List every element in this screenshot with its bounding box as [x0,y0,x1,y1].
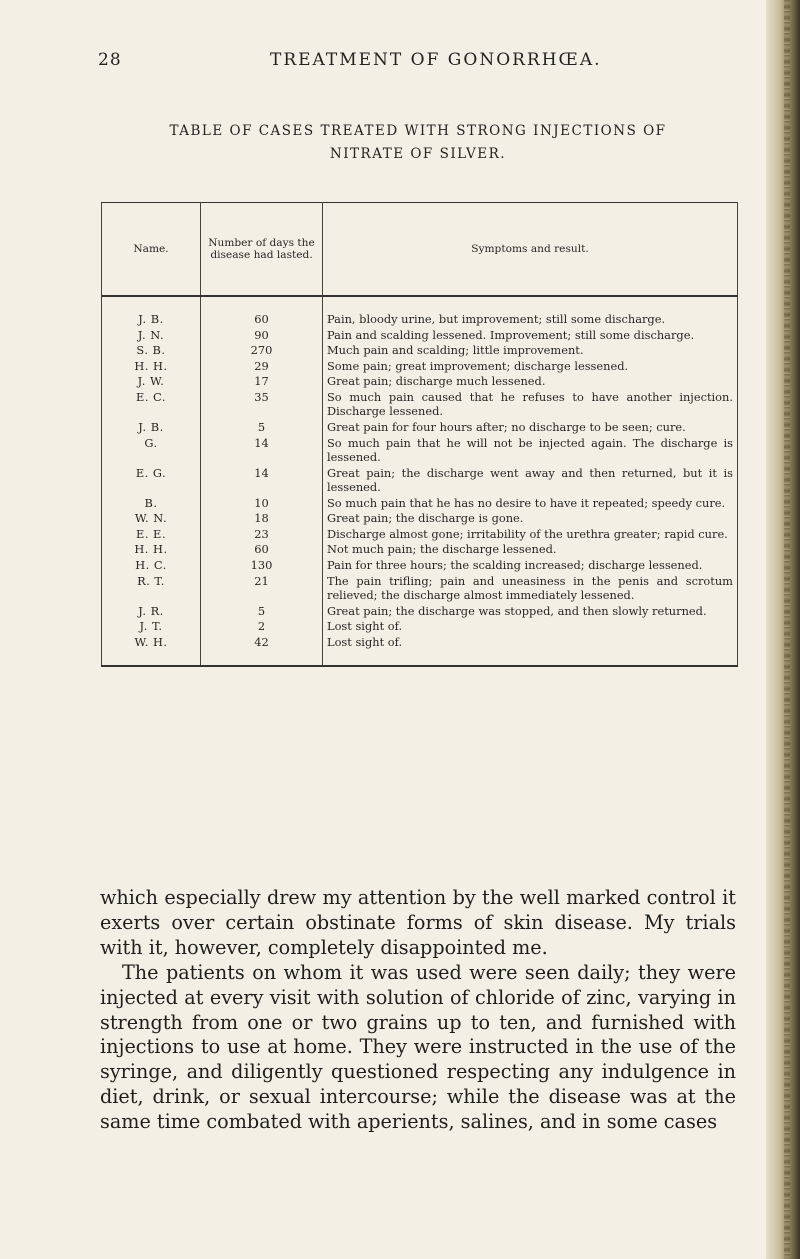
case-symptoms-cell: Great pain; the discharge went away and then returned, but it is lessened. [323,466,738,496]
case-symptoms-cell: Not much pain; the discharge lessened. [323,542,738,558]
page-binding-edge [766,0,800,1259]
case-days-cell: 17 [201,374,323,390]
column-header-name: Name. [102,203,201,297]
table-title-line-1: TABLE OF CASES TREATED WITH STRONG INJECTIONS OF [169,123,667,139]
case-days-cell: 90 [201,328,323,344]
table-row [102,574,738,604]
case-name-cell: H. H. [102,542,201,558]
case-name-cell: J. T. [102,619,201,635]
case-name-cell: H. C. [102,558,201,574]
case-symptoms-cell: Lost sight of. [323,635,738,666]
case-symptoms-cell: Pain, bloody urine, but improvement; still some discharge. [323,296,738,328]
table-row [102,390,738,420]
table-row [102,496,738,512]
table-title-line-2: NITRATE OF SILVER. [329,146,507,162]
case-days-cell: 60 [201,542,323,558]
table-row [102,558,738,574]
case-days-cell: 5 [201,604,323,620]
case-days-cell: 23 [201,527,323,543]
table-row [102,466,738,496]
table-row [102,619,738,635]
case-symptoms-cell: So much pain caused that he refuses to have another injection. Discharge lessened. [323,390,738,420]
table-row [102,436,738,466]
case-symptoms-cell: Much pain and scalding; little improvement. [323,343,738,359]
case-name-cell: J. N. [102,328,201,344]
page-number: 28 [98,50,122,70]
running-title: TREATMENT OF GONORRHŒA. [270,50,602,70]
case-symptoms-cell: The pain trifling; pain and uneasiness in the penis and scrotum relieved; the discharge almost immediately lessened. [323,574,738,604]
case-symptoms-cell: Pain and scalding lessened. Improvement; still some discharge. [323,328,738,344]
case-days-cell: 42 [201,635,323,666]
case-days-cell: 35 [201,390,323,420]
case-days-cell: 270 [201,343,323,359]
case-name-cell: B. [102,496,201,512]
case-days-cell: 130 [201,558,323,574]
table-row [102,604,738,620]
case-symptoms-cell: Great pain; the discharge is gone. [323,511,738,527]
table-row [102,296,738,328]
case-days-cell: 14 [201,436,323,466]
table-row [102,527,738,543]
body-paragraph: The patients on whom it was used were seen daily; they were injected at every visit with solution of chloride of zinc, varying in strength from one or two grains up to ten, and furnished with injections to use at home. They were instructed in the use of the syringe, and diligently questioned respecting any indulgence in diet, drink, or sexual intercourse; while the disease was at the same time combated with aperients, salines, and in some cases [100,960,736,1134]
case-days-cell: 14 [201,466,323,496]
table-row [102,511,738,527]
case-name-cell: W. N. [102,511,201,527]
case-name-cell: J. W. [102,374,201,390]
cases-table-container [101,202,737,877]
case-days-cell: 10 [201,496,323,512]
case-name-cell: J. R. [102,604,201,620]
case-symptoms-cell: Great pain; discharge much lessened. [323,374,738,390]
table-row [102,374,738,390]
case-days-cell: 2 [201,619,323,635]
column-header-symptoms: Symptoms and result. [323,203,738,297]
case-name-cell: E. G. [102,466,201,496]
case-name-cell: R. T. [102,574,201,604]
case-symptoms-cell: Lost sight of. [323,619,738,635]
column-header-days: Number of days the disease had lasted. [201,203,323,297]
case-days-cell: 5 [201,420,323,436]
case-symptoms-cell: Great pain for four hours after; no discharge to be seen; cure. [323,420,738,436]
body-text [100,886,736,1135]
case-name-cell: G. [102,436,201,466]
case-symptoms-cell: Pain for three hours; the scalding increased; discharge lessened. [323,558,738,574]
table-title [108,120,728,166]
case-symptoms-cell: Discharge almost gone; irritability of the urethra greater; rapid cure. [323,527,738,543]
table-row [102,328,738,344]
table-row [102,420,738,436]
table-body [102,296,738,666]
case-symptoms-cell: So much pain that he will not be injected again. The discharge is lessened. [323,436,738,466]
case-symptoms-cell: Great pain; the discharge was stopped, and then slowly returned. [323,604,738,620]
case-days-cell: 60 [201,296,323,328]
table-row [102,359,738,375]
table-row [102,542,738,558]
table-row [102,343,738,359]
case-days-cell: 29 [201,359,323,375]
case-name-cell: S. B. [102,343,201,359]
table-row [102,635,738,666]
cases-table [101,202,738,667]
body-paragraph: which especially drew my attention by the well marked control it exerts over certain obstinate forms of skin disease. My trials with it, however, completely disappointed me. [100,886,736,959]
case-name-cell: E. E. [102,527,201,543]
case-symptoms-cell: So much pain that he has no desire to have it repeated; speedy cure. [323,496,738,512]
case-name-cell: J. B. [102,296,201,328]
case-name-cell: W. H. [102,635,201,666]
table-header-row [102,203,738,297]
case-days-cell: 21 [201,574,323,604]
case-name-cell: E. C. [102,390,201,420]
case-name-cell: H. H. [102,359,201,375]
case-days-cell: 18 [201,511,323,527]
case-symptoms-cell: Some pain; great improvement; discharge lessened. [323,359,738,375]
case-name-cell: J. B. [102,420,201,436]
